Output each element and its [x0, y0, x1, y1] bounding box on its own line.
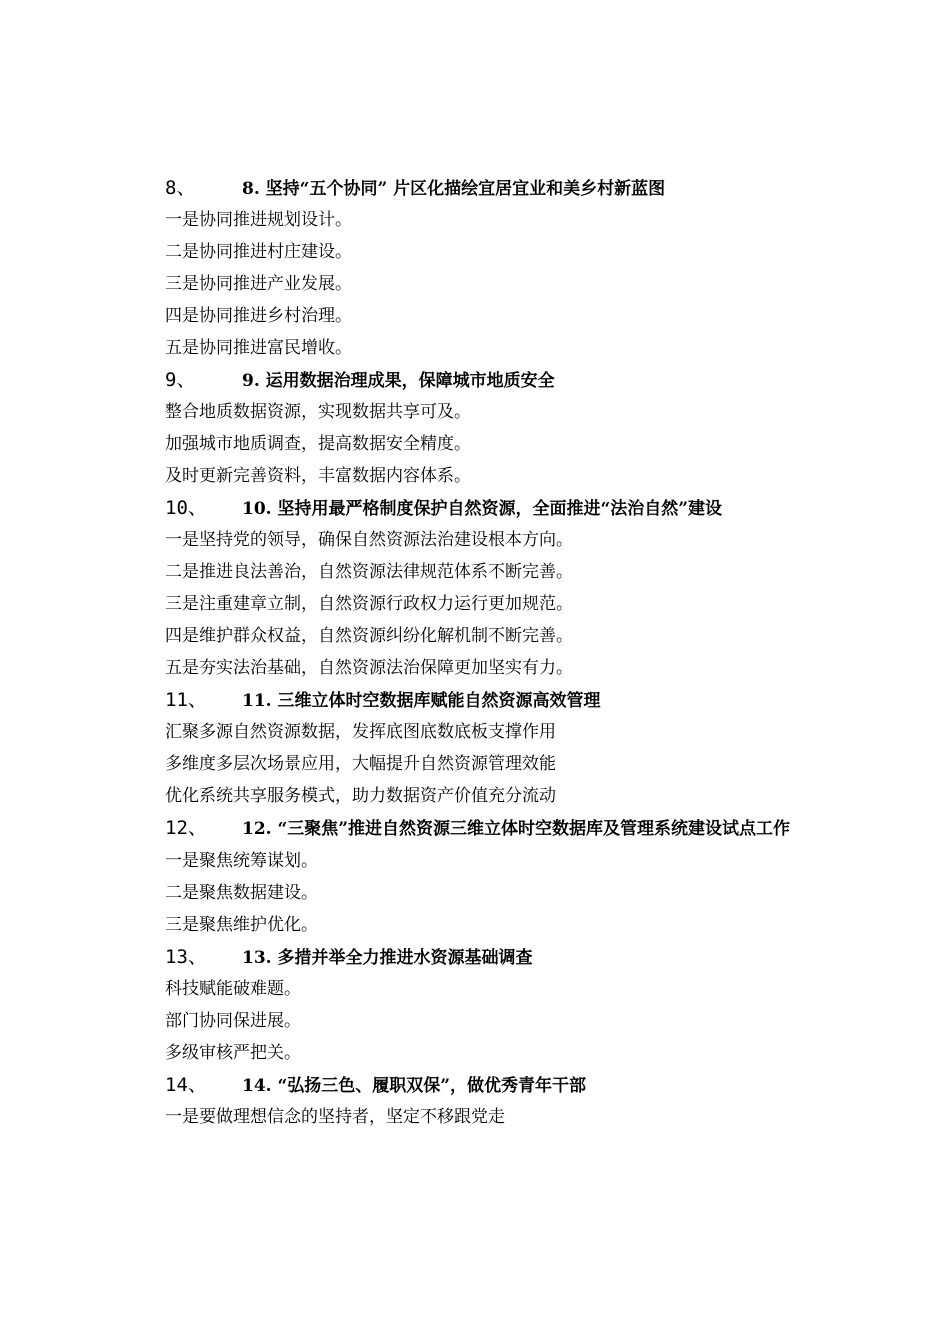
section-number: 14、 — [165, 1074, 207, 1096]
list-item: 四是协同推进乡村治理。 — [165, 306, 352, 326]
section-title: 13. 多措并举全力推进水资源基础调查 — [242, 948, 533, 968]
document-content — [127, 172, 837, 1133]
list-item: 多维度多层次场景应用，大幅提升自然资源管理效能 — [165, 754, 556, 774]
list-item: 一是坚持党的领导，确保自然资源法治建设根本方向。 — [165, 530, 573, 550]
list-item: 整合地质数据资源，实现数据共享可及。 — [165, 402, 471, 422]
section-items — [127, 204, 837, 364]
section-number: 11、 — [165, 689, 207, 711]
section-number: 9、 — [165, 369, 196, 391]
section-12 — [127, 812, 837, 941]
section-number: 8、 — [165, 177, 196, 199]
section-title: 12. “三聚焦”推进自然资源三维立体时空数据库及管理系统建设试点工作 — [242, 819, 791, 839]
section-title: 9. 运用数据治理成果，保障城市地质安全 — [242, 371, 555, 391]
list-item: 三是聚焦维护优化。 — [165, 915, 318, 935]
list-item: 二是推进良法善治，自然资源法律规范体系不断完善。 — [165, 562, 573, 582]
section-11 — [127, 684, 837, 812]
section-heading — [127, 1069, 837, 1101]
list-item: 三是注重建章立制，自然资源行政权力运行更加规范。 — [165, 594, 573, 614]
section-8 — [127, 172, 837, 364]
list-item: 一是协同推进规划设计。 — [165, 210, 352, 230]
section-10 — [127, 492, 837, 684]
section-number: 12、 — [165, 817, 207, 839]
section-items — [127, 716, 837, 812]
section-items — [127, 396, 837, 492]
section-number: 10、 — [165, 497, 207, 519]
section-title: 8. 坚持“五个协同” 片区化描绘宜居宜业和美乡村新蓝图 — [242, 179, 666, 199]
section-14 — [127, 1069, 837, 1133]
section-13 — [127, 941, 837, 1069]
list-item: 优化系统共享服务模式，助力数据资产价值充分流动 — [165, 786, 556, 806]
list-item: 汇聚多源自然资源数据，发挥底图底数底板支撑作用 — [165, 722, 556, 742]
section-heading — [127, 684, 837, 716]
section-heading — [127, 172, 837, 204]
list-item: 及时更新完善资料，丰富数据内容体系。 — [165, 466, 471, 486]
list-item: 一是要做理想信念的坚持者，坚定不移跟党走 — [165, 1107, 505, 1127]
section-title: 14. “弘扬三色、履职双保”，做优秀青年干部 — [242, 1076, 587, 1096]
section-heading — [127, 941, 837, 973]
section-items — [127, 845, 837, 941]
section-items — [127, 1101, 837, 1133]
list-item: 科技赋能破难题。 — [165, 979, 301, 999]
list-item: 加强城市地质调查，提高数据安全精度。 — [165, 434, 471, 454]
section-title: 11. 三维立体时空数据库赋能自然资源高效管理 — [242, 691, 601, 711]
list-item: 部门协同保进展。 — [165, 1011, 301, 1031]
section-9 — [127, 364, 837, 492]
section-heading — [127, 364, 837, 396]
list-item: 多级审核严把关。 — [165, 1043, 301, 1063]
list-item: 三是协同推进产业发展。 — [165, 274, 352, 294]
section-heading — [127, 492, 837, 524]
list-item: 二是协同推进村庄建设。 — [165, 242, 352, 262]
list-item: 五是协同推进富民增收。 — [165, 338, 352, 358]
section-title: 10. 坚持用最严格制度保护自然资源，全面推进“法治自然”建设 — [242, 499, 723, 519]
section-items — [127, 973, 837, 1069]
section-heading — [127, 812, 837, 845]
list-item: 二是聚焦数据建设。 — [165, 883, 318, 903]
list-item: 一是聚焦统筹谋划。 — [165, 851, 318, 871]
section-items — [127, 524, 837, 684]
list-item: 五是夯实法治基础，自然资源法治保障更加坚实有力。 — [165, 658, 573, 678]
section-number: 13、 — [165, 946, 207, 968]
list-item: 四是维护群众权益，自然资源纠纷化解机制不断完善。 — [165, 626, 573, 646]
